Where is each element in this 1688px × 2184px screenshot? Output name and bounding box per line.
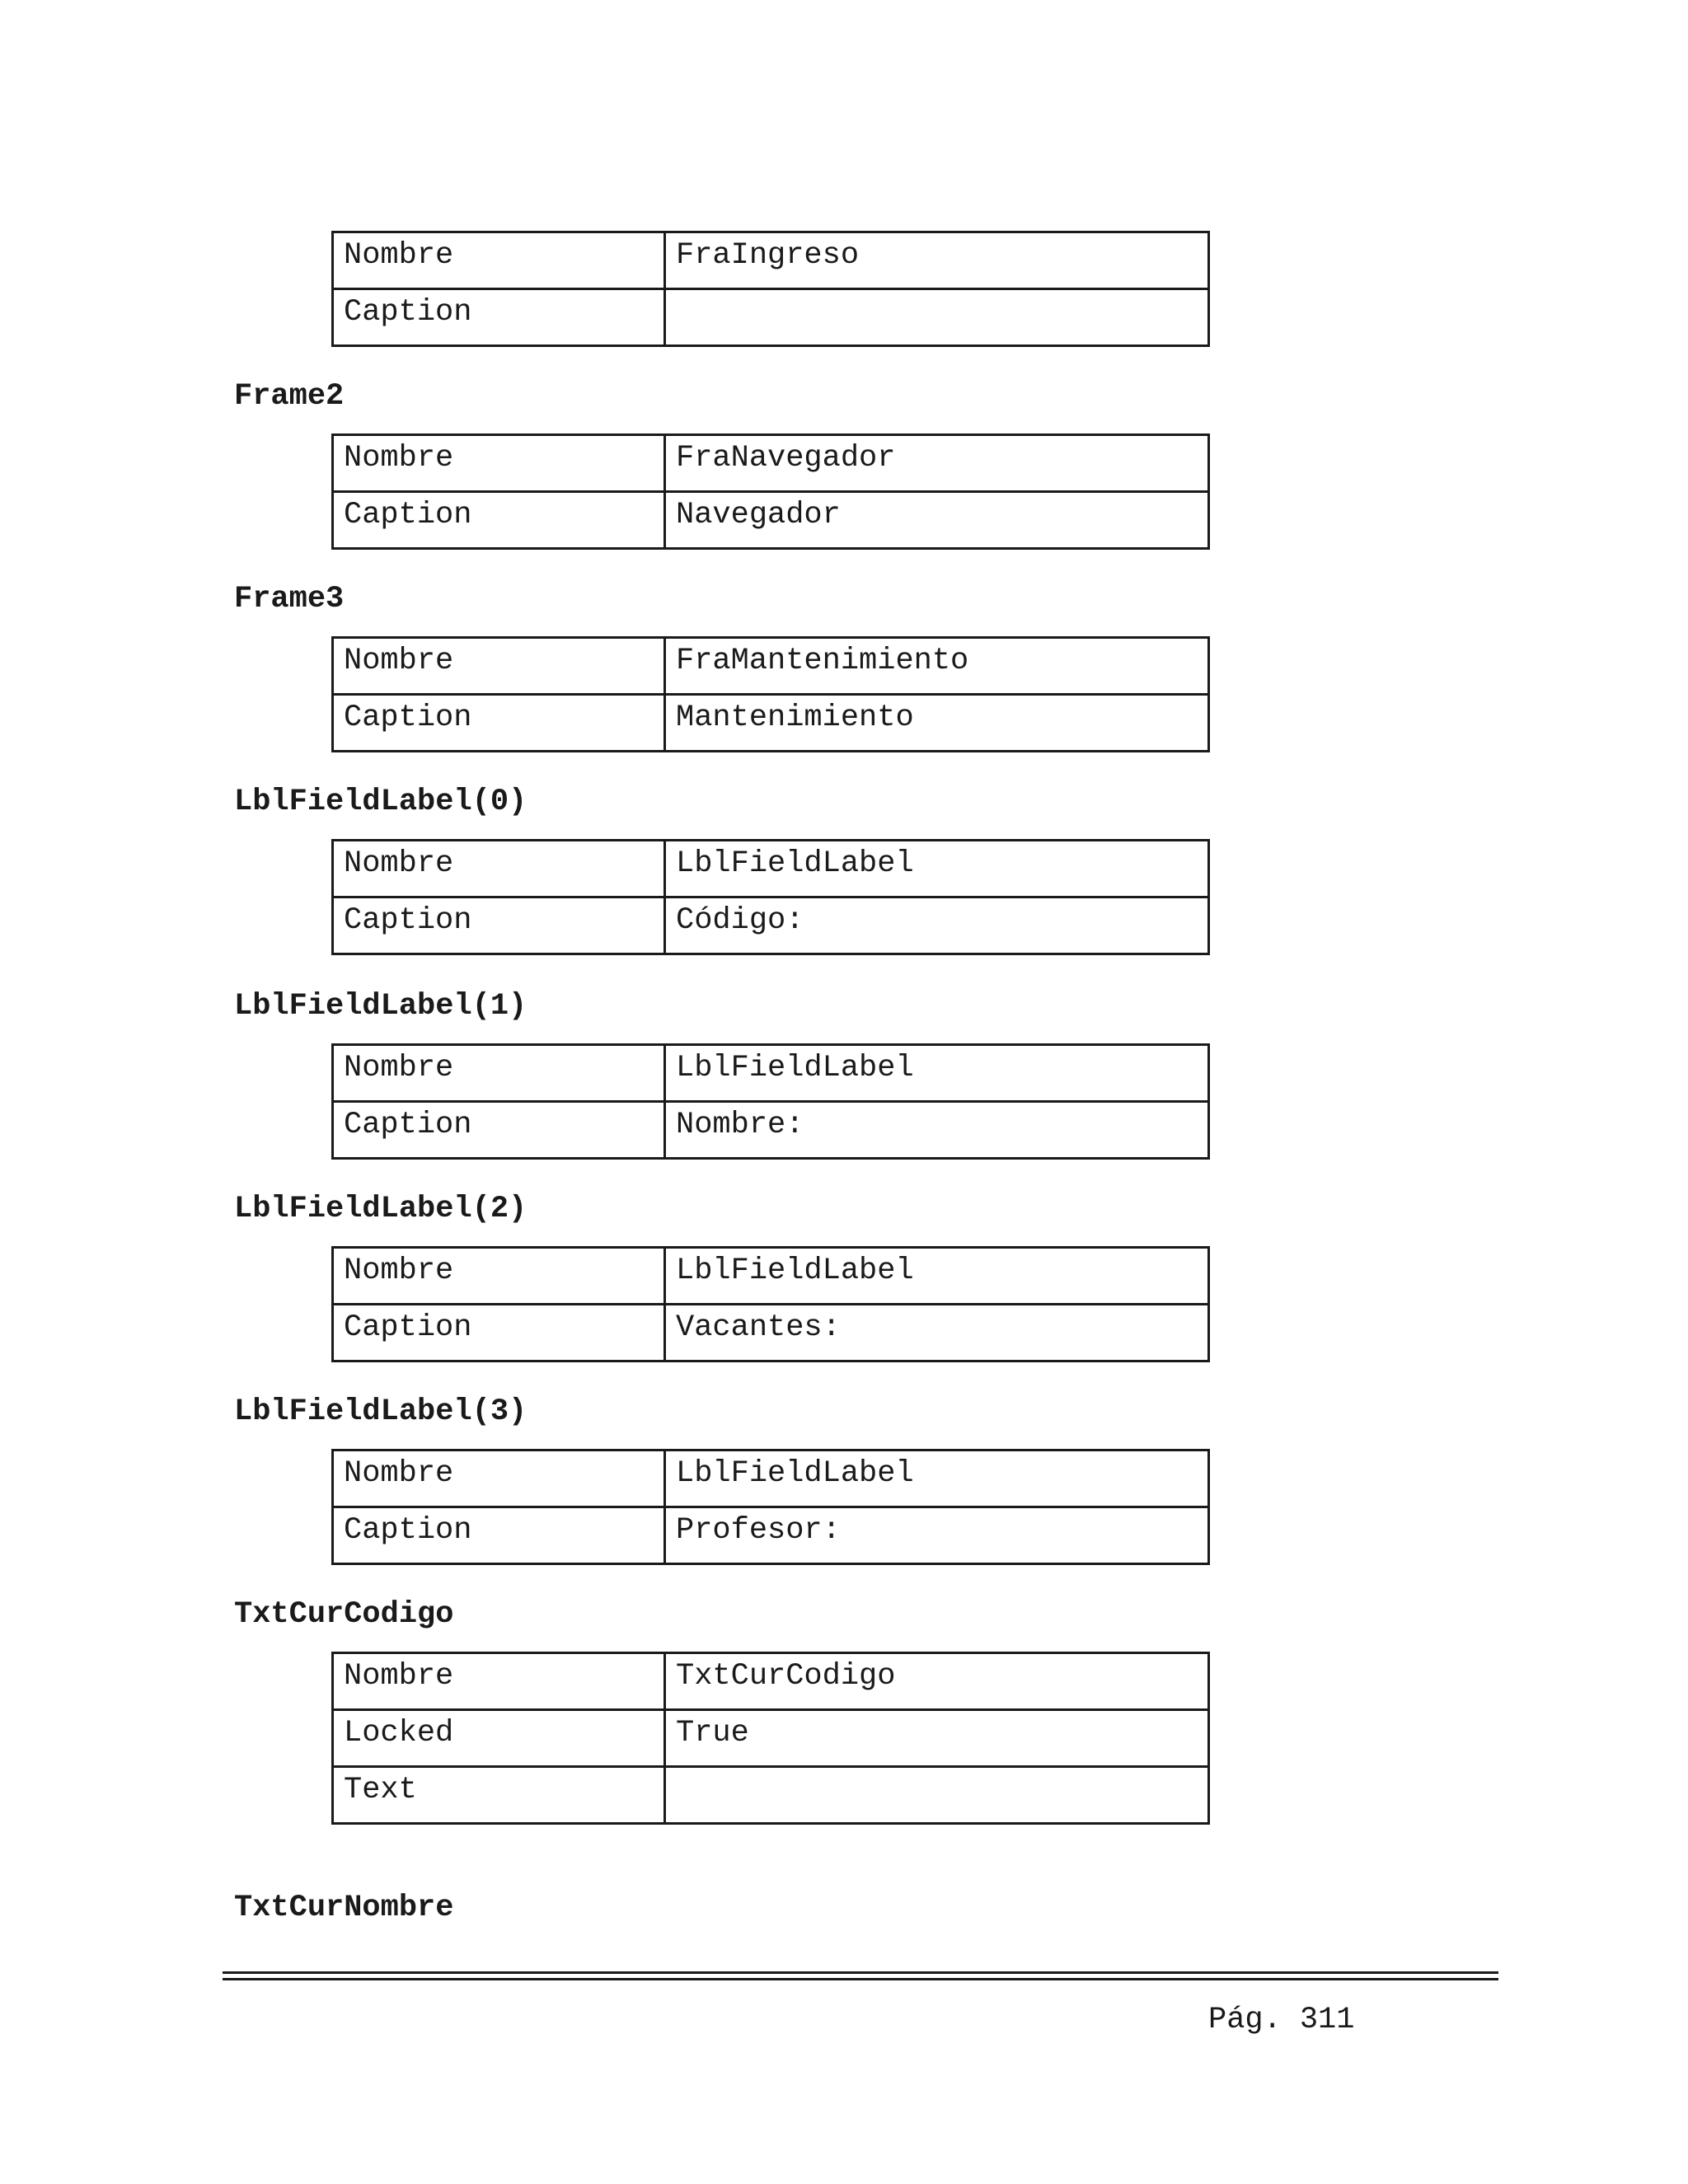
property-name: Nombre [333,841,665,898]
property-name: Nombre [333,1451,665,1507]
property-value: Código: [665,898,1209,954]
table-row [333,1507,1209,1564]
property-value: LblFieldLabel [665,1248,1209,1305]
section-heading: TxtCurNombre [234,1891,454,1925]
property-table [331,434,1210,550]
table-row [333,1045,1209,1102]
property-table [331,636,1210,752]
property-value [665,1767,1209,1824]
property-name: Caption [333,898,665,954]
property-value [665,289,1209,346]
property-table [331,1043,1210,1160]
section-heading: TxtCurCodigo [234,1597,454,1632]
property-value: True [665,1710,1209,1767]
table-row [333,1710,1209,1767]
property-value: FraNavegador [665,435,1209,492]
table-row [333,1767,1209,1824]
property-value: TxtCurCodigo [665,1653,1209,1710]
property-table [331,839,1210,955]
table-row [333,1305,1209,1361]
table-row [333,1248,1209,1305]
table-row [333,1653,1209,1710]
property-name: Nombre [333,232,665,289]
section-heading: LblFieldLabel(0) [234,785,528,819]
property-name: Caption [333,695,665,752]
property-name: Text [333,1767,665,1824]
property-table [331,1449,1210,1565]
property-name: Caption [333,1305,665,1361]
property-name: Caption [333,1507,665,1564]
table-row [333,492,1209,549]
property-table [331,231,1210,347]
property-value: Vacantes: [665,1305,1209,1361]
table-row [333,1451,1209,1507]
table-row [333,841,1209,898]
table-row [333,695,1209,752]
section-heading: LblFieldLabel(1) [234,989,528,1024]
page-number [1208,2001,1372,2039]
property-value: Navegador [665,492,1209,549]
table-row [333,638,1209,695]
property-value: Profesor: [665,1507,1209,1564]
page-label: Pág. [1208,2003,1282,2037]
property-name: Nombre [333,1045,665,1102]
table-row [333,435,1209,492]
table-row [333,898,1209,954]
property-value: FraIngreso [665,232,1209,289]
property-name: Nombre [333,638,665,695]
property-table [331,1246,1210,1362]
property-name: Caption [333,289,665,346]
property-name: Caption [333,492,665,549]
section-heading: LblFieldLabel(3) [234,1394,528,1429]
property-name: Nombre [333,435,665,492]
property-name: Nombre [333,1248,665,1305]
footer-rule [223,1978,1498,1980]
footer-rule [223,1971,1498,1974]
section-heading: LblFieldLabel(2) [234,1192,528,1226]
property-table [331,1652,1210,1825]
page-number-value: 311 [1299,2003,1355,2037]
table-row [333,289,1209,346]
property-value: LblFieldLabel [665,1045,1209,1102]
property-value: LblFieldLabel [665,1451,1209,1507]
section-heading: Frame3 [234,582,345,616]
table-row [333,1102,1209,1159]
property-value: LblFieldLabel [665,841,1209,898]
property-name: Nombre [333,1653,665,1710]
property-value: Nombre: [665,1102,1209,1159]
table-row [333,232,1209,289]
property-value: Mantenimiento [665,695,1209,752]
property-value: FraMantenimiento [665,638,1209,695]
property-name: Locked [333,1710,665,1767]
section-heading: Frame2 [234,379,345,414]
property-name: Caption [333,1102,665,1159]
